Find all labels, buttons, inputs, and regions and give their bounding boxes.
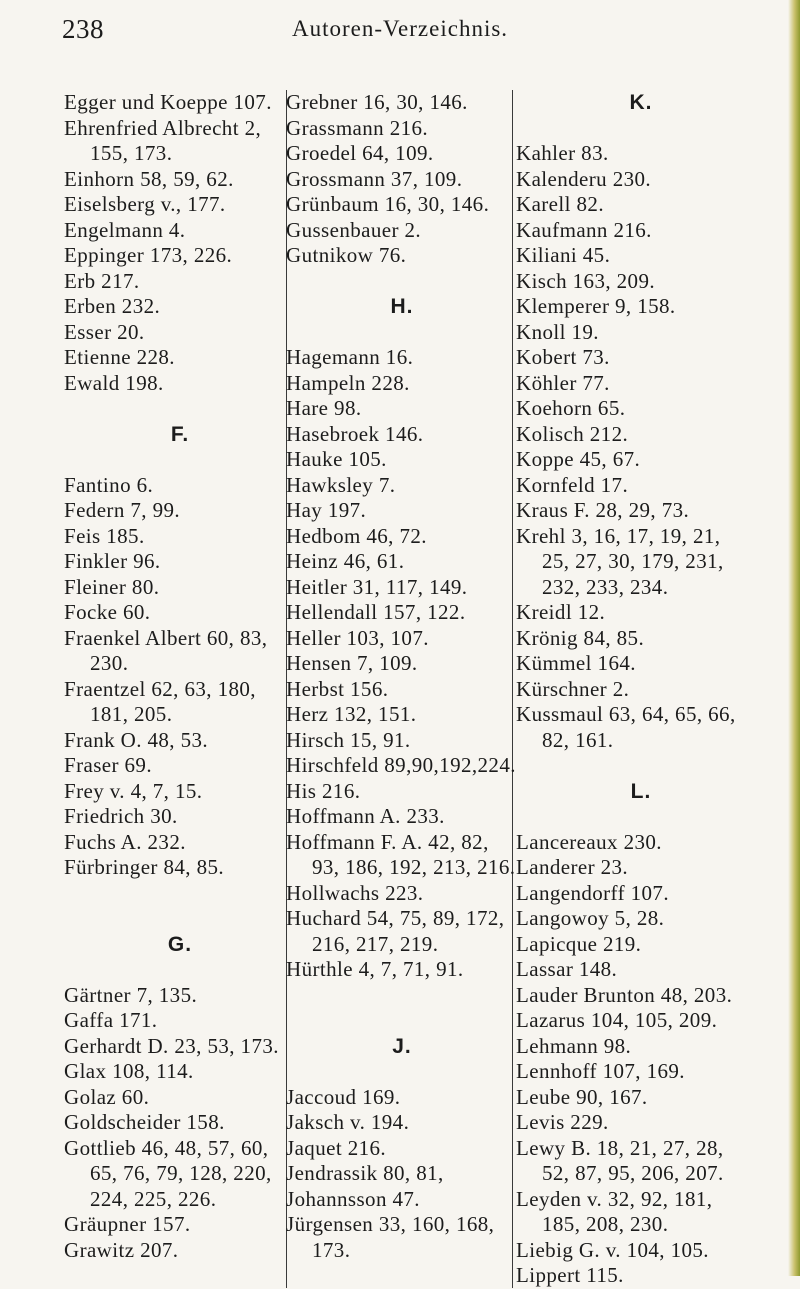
index-entry: Leube 90, 167.: [516, 1084, 648, 1109]
index-entry: Fuchs A. 232.: [64, 829, 186, 854]
index-entry: Gräupner 157.: [64, 1212, 191, 1236]
index-entry: Landerer 23.: [516, 855, 629, 879]
index-entry: Hellendall 157, 122.: [286, 600, 466, 624]
index-entry: Fraenkel Albert 60, 83,: [64, 625, 268, 650]
index-entry: Langowoy 5, 28.: [516, 906, 665, 930]
index-entry: Eiselsberg v., 177.: [64, 192, 226, 216]
spacer: [286, 1008, 518, 1034]
index-entry: His 216.: [286, 778, 361, 803]
index-entry: Friedrich 30.: [64, 804, 178, 828]
spacer: [516, 753, 766, 779]
index-entry: Fraser 69.: [64, 753, 152, 777]
index-entry: Engelmann 4.: [64, 217, 186, 242]
index-entry: Kümmel 164.: [516, 651, 636, 675]
index-entry: Kiliani 45.: [516, 243, 611, 267]
index-entry: Lewy B. 18, 21, 27, 28,: [516, 1135, 724, 1160]
index-entry: Hirsch 15, 91.: [286, 727, 411, 752]
index-entry-continuation: 185, 208, 230.: [542, 1212, 669, 1236]
index-entry: Focke 60.: [64, 600, 151, 624]
section-letter-heading: L.: [630, 779, 652, 803]
index-column-3: [516, 90, 766, 1289]
index-entry: Gottlieb 46, 48, 57, 60,: [64, 1135, 269, 1160]
index-entry: Jaquet 216.: [286, 1135, 387, 1160]
index-entry: Jaksch v. 194.: [286, 1110, 410, 1134]
index-entry: Esser 20.: [64, 319, 145, 344]
index-entry: Koehorn 65.: [516, 396, 626, 420]
index-entry: Kreidl 12.: [516, 600, 606, 624]
index-entry: Herbst 156.: [286, 676, 389, 701]
index-entry: Eppinger 173, 226.: [64, 243, 233, 267]
index-entry: Grünbaum 16, 30, 146.: [286, 192, 490, 216]
running-head: Autoren-Verzeichnis.: [291, 16, 509, 41]
spacer: [286, 269, 518, 295]
index-entry: Jürgensen 33, 160, 168,: [286, 1212, 495, 1236]
index-entry: Lehmann 98.: [516, 1033, 632, 1058]
index-entry: Kolisch 212.: [516, 421, 629, 446]
index-entry: Goldscheider 158.: [64, 1110, 225, 1134]
index-entry: Levis 229.: [516, 1110, 609, 1134]
spacer: [516, 116, 766, 142]
index-entry-continuation: 52, 87, 95, 206, 207.: [542, 1161, 724, 1185]
spacer: [64, 881, 296, 907]
spacer: [64, 957, 296, 983]
index-entry: Hampeln 228.: [286, 370, 410, 395]
index-entry: Johannsson 47.: [286, 1186, 420, 1211]
index-entry: Langendorff 107.: [516, 880, 669, 905]
index-entry-continuation: 216, 217, 219.: [312, 931, 439, 956]
index-entry: Lauder Brunton 48, 203.: [516, 982, 733, 1007]
index-entry-continuation: 65, 76, 79, 128, 220,: [90, 1161, 272, 1185]
index-entry-continuation: 230.: [90, 651, 129, 675]
index-entry: Feis 185.: [64, 523, 145, 548]
page-number: 238: [62, 14, 104, 44]
index-entry: Grawitz 207.: [64, 1237, 179, 1262]
index-entry: Lapicque 219.: [516, 931, 642, 956]
index-entry: Hare 98.: [286, 396, 362, 420]
index-entry: Heller 103, 107.: [286, 625, 429, 650]
index-entry: Lancereaux 230.: [516, 829, 662, 854]
spacer: [286, 1059, 518, 1085]
page-edge-strip: [788, 0, 800, 1276]
index-entry: Knoll 19.: [516, 319, 599, 344]
index-entry: Ewald 198.: [64, 370, 164, 395]
index-entry: Hirschfeld 89,90,192,224.: [286, 753, 516, 777]
index-entry: Kussmaul 63, 64, 65, 66,: [516, 702, 736, 726]
section-letter-heading: F.: [170, 422, 190, 446]
index-entry-continuation: 173.: [312, 1237, 351, 1262]
index-entry: Etienne 228.: [64, 345, 175, 369]
index-entry: Krönig 84, 85.: [516, 625, 645, 650]
index-entry: Federn 7, 99.: [64, 498, 181, 522]
index-entry: Kalenderu 230.: [516, 166, 652, 191]
index-entry: Gaffa 171.: [64, 1008, 158, 1032]
index-entry: Frey v. 4, 7, 15.: [64, 778, 203, 803]
index-entry: Fürbringer 84, 85.: [64, 855, 225, 879]
index-entry: Gärtner 7, 135.: [64, 982, 198, 1007]
index-entry: Huchard 54, 75, 89, 172,: [286, 906, 505, 930]
index-entry-continuation: 232, 233, 234.: [542, 574, 669, 599]
index-entry-continuation: 93, 186, 192, 213, 216.: [312, 855, 516, 879]
index-entry: Lippert 115.: [516, 1263, 624, 1287]
index-entry: Hoffmann A. 233.: [286, 804, 445, 828]
index-entry: Ehrenfried Albrecht 2,: [64, 115, 262, 140]
index-entry: Kürschner 2.: [516, 676, 630, 701]
index-entry: Jendrassik 80, 81,: [286, 1161, 444, 1185]
index-entry: Liebig G. v. 104, 105.: [516, 1237, 709, 1262]
index-entry: Einhorn 58, 59, 62.: [64, 166, 234, 191]
index-entry: Hollwachs 223.: [286, 880, 424, 905]
index-entry: Groedel 64, 109.: [286, 141, 434, 165]
index-entry: Herz 132, 151.: [286, 702, 417, 726]
index-entry: Kornfeld 17.: [516, 472, 629, 497]
index-entry: Gerhardt D. 23, 53, 173.: [64, 1033, 279, 1058]
index-entry: Golaz 60.: [64, 1084, 150, 1109]
index-entry: Hay 197.: [286, 498, 367, 522]
index-column-2: [286, 90, 518, 1263]
index-entry: Kobert 73.: [516, 345, 610, 369]
spacer: [286, 320, 518, 346]
index-entry: Grossmann 37, 109.: [286, 166, 463, 191]
index-entry: Heitler 31, 117, 149.: [286, 574, 468, 599]
index-entry: Hoffmann F. A. 42, 82,: [286, 829, 489, 854]
section-letter-heading: K.: [629, 91, 653, 114]
index-entry: Finkler 96.: [64, 549, 161, 573]
index-entry: Klemperer 9, 158.: [516, 294, 676, 318]
index-column-1: [64, 90, 296, 1263]
index-entry: Hedbom 46, 72.: [286, 523, 427, 548]
index-entry: Lennhoff 107, 169.: [516, 1059, 685, 1083]
index-entry: Hasebroek 146.: [286, 421, 424, 446]
spacer: [64, 396, 296, 422]
index-entry-continuation: 181, 205.: [90, 702, 173, 726]
index-entry: Gutnikow 76.: [286, 243, 407, 267]
index-entry: Jaccoud 169.: [286, 1084, 401, 1109]
index-entry: Karell 82.: [516, 192, 604, 216]
section-letter-heading: G.: [167, 932, 193, 956]
index-entry: Hürthle 4, 7, 71, 91.: [286, 957, 464, 981]
index-entry: Egger und Koeppe 107.: [64, 90, 272, 114]
index-entry: Heinz 46, 61.: [286, 549, 405, 573]
index-entry: Erb 217.: [64, 268, 140, 293]
index-entry: Fleiner 80.: [64, 574, 160, 599]
index-entry-continuation: 224, 225, 226.: [90, 1186, 217, 1211]
index-entry: Kisch 163, 209.: [516, 268, 655, 293]
index-entry: Frank O. 48, 53.: [64, 727, 209, 752]
index-entry-continuation: 82, 161.: [542, 727, 614, 752]
index-entry: Hagemann 16.: [286, 345, 414, 369]
index-entry: Hensen 7, 109.: [286, 651, 418, 675]
section-letter-heading: H.: [390, 295, 414, 318]
spacer: [286, 983, 518, 1009]
index-entry: Grebner 16, 30, 146.: [286, 90, 468, 114]
index-entry: Kahler 83.: [516, 141, 609, 165]
index-entry: Erben 232.: [64, 294, 161, 318]
spacer: [516, 804, 766, 830]
spacer: [64, 447, 296, 473]
index-entry: Leyden v. 32, 92, 181,: [516, 1186, 713, 1211]
index-entry: Gussenbauer 2.: [286, 217, 422, 242]
index-entry: Lazarus 104, 105, 209.: [516, 1008, 718, 1032]
index-entry: Fraentzel 62, 63, 180,: [64, 676, 256, 701]
index-entry: Hawksley 7.: [286, 472, 396, 497]
index-entry: Grassmann 216.: [286, 115, 429, 140]
index-entry: Kaufmann 216.: [516, 217, 652, 242]
spacer: [64, 906, 296, 932]
index-entry: Glax 108, 114.: [64, 1059, 194, 1083]
index-entry: Lassar 148.: [516, 957, 618, 981]
index-entry: Fantino 6.: [64, 472, 154, 497]
index-entry: Koppe 45, 67.: [516, 447, 641, 471]
index-entry: Köhler 77.: [516, 370, 610, 395]
index-entry-continuation: 25, 27, 30, 179, 231,: [542, 549, 724, 573]
index-entry: Kraus F. 28, 29, 73.: [516, 498, 690, 522]
index-entry-continuation: 155, 173.: [90, 141, 173, 165]
section-letter-heading: J.: [392, 1034, 412, 1058]
index-entry: Krehl 3, 16, 17, 19, 21,: [516, 523, 721, 548]
index-entry: Hauke 105.: [286, 447, 387, 471]
